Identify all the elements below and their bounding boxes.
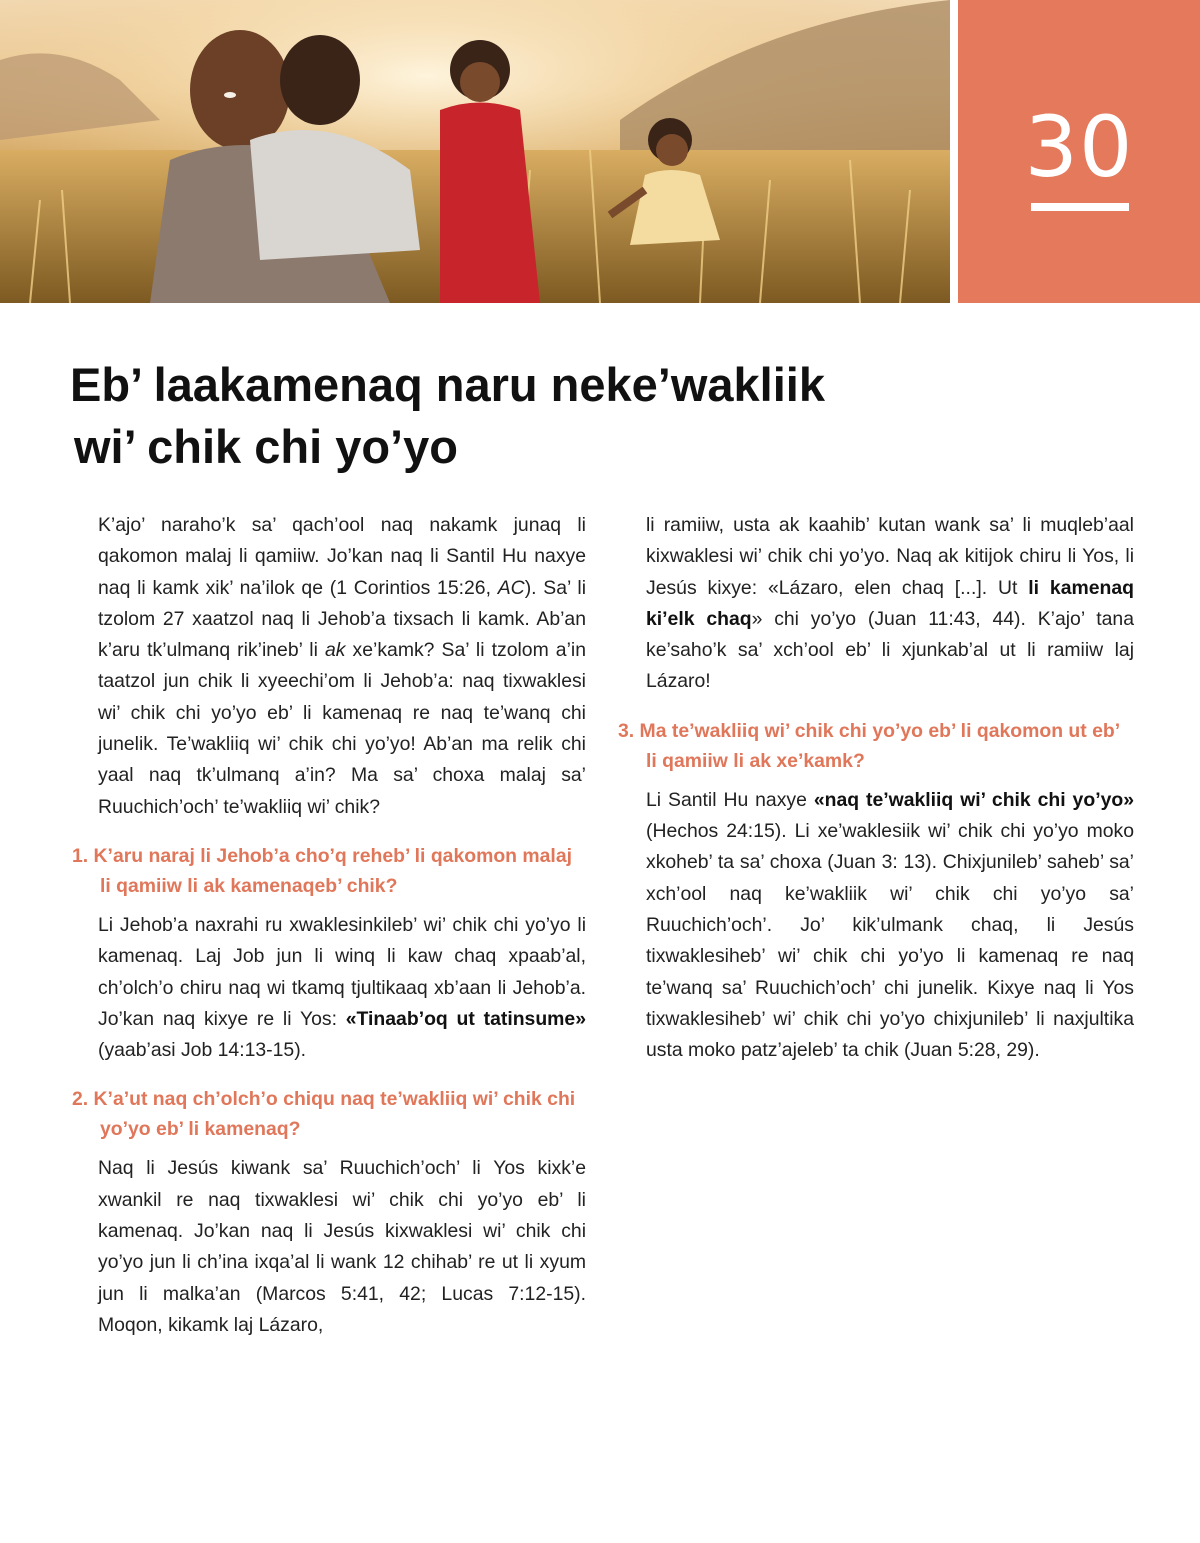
question-2: 2. K’a’ut naq ch’olch’o chiqu naq te’wakliiq wi’ chik chi yo’yo eb’ li kamenaq?: [72, 1088, 576, 1141]
lesson-number-underline: [1031, 203, 1129, 211]
title-line-1: Eb’ laakamenaq naru neke’wakliik: [70, 358, 825, 411]
lesson-number-box: [958, 0, 1200, 303]
question-3: 3. Ma te’wakliiq wi’ chik chi yo’yo eb’ li qakomon ut eb’ li qamiiw li ak xe’kamk?: [618, 719, 1120, 772]
page-title: [70, 354, 970, 478]
intro-paragraph: K’ajo’ naraho’k sa’ qach’ool naq nakamk junaq li qakomon malaj li qamiiw. Jo’kan naq li Santil Hu naxye naq li kamk xik’ na’ilok qe (1 Corintios 15:26, AC). Sa’ li tzolom 27 xaatzol naq li Jehob’a tixsach li kamk. Ab’an k’aru tk’ulmanq rik’ineb’ li ak xe’kamk? Sa’ li tzolom a’in taatzol jun chik li xyeechi’om li Jehob’a: naq tixwaklesi wi’ chik chi yo’yo eb’ li kamenaq re naq te’wanq chi junelik. Te’wakliiq wi’ chik chi yo’yo! Ab’an ma relik chi yaal naq tk’ulmanq a’in? Ma sa’ choxa malaj sa’ Ruuchich’och’ te’wakliiq wi’ chik?: [98, 514, 586, 818]
left-column: [72, 510, 586, 1359]
family-meadow-illustration: [0, 0, 950, 303]
hero-photo: [0, 0, 950, 303]
answer-2: Naq li Jesús kiwank sa’ Ruuchich’och’ li Yos kixk’e xwankil re naq tixwaklesi wi’ chik chi yo’yo eb’ li kamenaq. Jo’kan naq li Jesús kixwaklesi wi’ chik chi yo’yo jun li ch’ina ixqa’al li wank 12 chihab’ re ut li xyum jun li malka’an (Marcos 5:41, 42; Lucas 7:12-15). Moqon, kikamk laj Lázaro,: [98, 1157, 586, 1336]
lesson-number: 30: [1024, 98, 1134, 196]
answer-2-continued: li ramiiw, usta ak kaahib’ kutan wank sa’ li muqleb’aal kixwaklesi wi’ chik chi yo’yo. Naq ak kitijok chiru li Yos, li Jesús kixye: «Lázaro, elen chaq [...]. Ut li kamenaq ki’elk chaq» chi yo’yo (Juan 11:43, 44). K’ajo’ tana ke’saho’k sa’ xch’ool eb’ li xjunkab’al ut li ramiiw laj Lázaro!: [646, 514, 1134, 693]
right-column: [618, 510, 1134, 1084]
answer-3: Li Santil Hu naxye «naq te’wakliiq wi’ chik chi yo’yo» (Hechos 24:15). Li xe’waklesiik wi’ chik chi yo’yo moko xkoheb’ ta sa’ choxa (Juan 3: 13). Chixjunileb’ saheb’ sa’ xch’ool naq ke’wakliik wi’ chik chi yo’yo sa’ Ruuchich’och’. Jo’ kik’ulmank chaq, li Jesús tixwaklesiheb’ wi’ chik chi yo’yo li kamenaq re naq te’wanq sa’ Ruuchich’och’ chi junelik. Kixye naq li Yos tixwaklesiheb’ wi’ chik chi yo’yo chixjunileb’ li naxjultika usta moko patz’ajeleb’ ta chik (Juan 5:28, 29).: [646, 788, 1134, 1062]
title-line-2: wi’ chik chi yo’yo: [74, 420, 458, 473]
question-1: 1. K’aru naraj li Jehob’a cho’q reheb’ li qakomon malaj li qamiiw li ak kamenaqeb’ chik?: [72, 844, 572, 897]
answer-1: Li Jehob’a naxrahi ru xwaklesinkileb’ wi’ chik chi yo’yo li kamenaq. Laj Job jun li winq li kaw chaq xpaab’al, ch’olch’o chiru naq wi tkamq tjultikaaq xb’aan li Jehob’a. Jo’kan naq kixye re li Yos: «Tinaab’oq ut tatinsume» (yaab’asi Job 14:13-15).: [98, 913, 586, 1062]
